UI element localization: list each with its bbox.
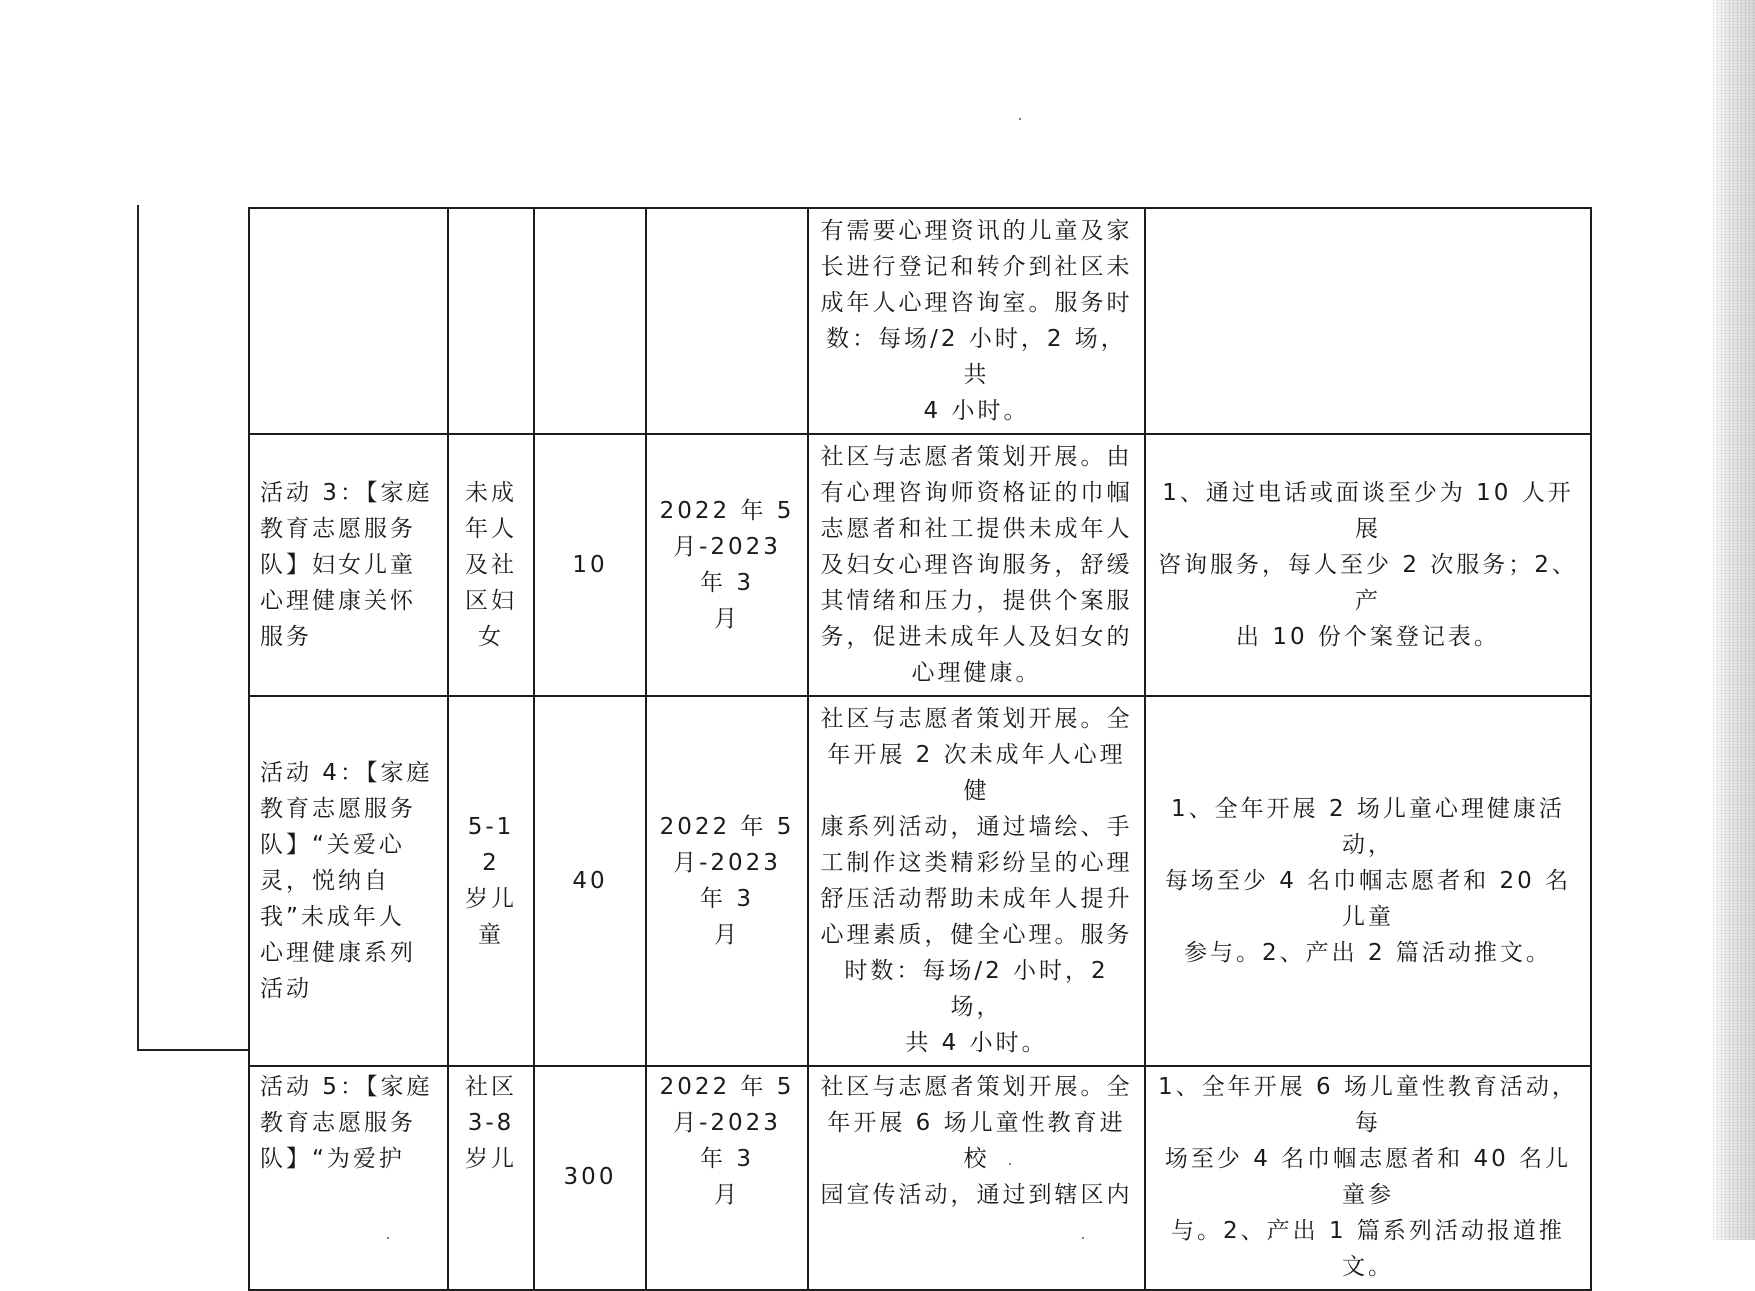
activity-name-cell (249, 208, 448, 434)
content-cell (808, 434, 1145, 696)
text-line: 数：每场/2 小时，2 场，共 (826, 326, 1127, 388)
margin-rule (137, 205, 139, 1050)
text-line: 心理健康系列 (260, 940, 416, 966)
activity-name-cell (249, 696, 448, 1066)
text-line: 未成 (465, 480, 517, 506)
table-row (249, 1066, 1591, 1290)
text-line: 与。2、产出 1 篇系列活动报道推文。 (1171, 1218, 1565, 1280)
text-line: 1、全年开展 2 场儿童心理健康活动， (1171, 796, 1565, 858)
text-line: 出 10 份个案登记表。 (1236, 624, 1500, 650)
text-line: 队】“关爱心 (260, 832, 405, 858)
text-line: 年开展 2 次未成年人心理健 (827, 742, 1126, 804)
text-line: 活动 4：【家庭 (260, 760, 433, 786)
text-line: 女 (478, 624, 504, 650)
target-group-cell (448, 208, 534, 434)
text-line: 每场至少 4 名巾帼志愿者和 20 名儿童 (1164, 868, 1572, 930)
content-cell (808, 1066, 1145, 1290)
text-line: 心理健康关怀 (260, 588, 416, 614)
margin-rule-bottom (137, 1049, 249, 1051)
text-line: 区妇 (465, 588, 517, 614)
text-line: 时数：每场/2 小时，2 场， (844, 958, 1109, 1020)
text-line: 岁儿 (465, 886, 517, 912)
text-line: 月-2023 年 3 (673, 534, 781, 596)
text-line: 参与。2、产出 2 篇活动推文。 (1184, 940, 1552, 966)
text-line: 2022 年 5 (659, 1074, 795, 1100)
text-line: 有需要心理资讯的儿童及家 (820, 218, 1133, 244)
text-line: 1、通过电话或面谈至少为 10 人开展 (1162, 480, 1574, 542)
goal-cell (1145, 696, 1591, 1066)
text-line: 月 (714, 922, 740, 948)
text-line: 及社 (465, 552, 517, 578)
time-cell (646, 696, 808, 1066)
text-line: 成年人心理咨询室。服务时 (820, 290, 1133, 316)
text-line: 务，促进未成年人及妇女的 (820, 624, 1133, 650)
text-line: 社区与志愿者策划开展。全 (820, 706, 1133, 732)
text-line: 活动 5：【家庭 (260, 1074, 433, 1100)
activity-table (248, 207, 1592, 1291)
text-line: 教育志愿服务 (260, 516, 416, 542)
text-line: 社区 (465, 1074, 517, 1100)
text-line: 场至少 4 名巾帼志愿者和 40 名儿童参 (1164, 1146, 1572, 1208)
time-cell (646, 208, 808, 434)
goal-cell (1145, 434, 1591, 696)
participant-count-cell: 10 (534, 434, 646, 696)
time-cell (646, 434, 808, 696)
text-line: 志愿者和社工提供未成年人 (820, 516, 1133, 542)
text-line: 教育志愿服务 (260, 1110, 416, 1136)
text-line: 共 4 小时。 (905, 1030, 1048, 1056)
text-line: 年开展 6 场儿童性教育进校 (827, 1110, 1126, 1172)
text-line: 2022 年 5 (659, 814, 795, 840)
text-line: 童 (478, 922, 504, 948)
text-line: 队】“为爱护 (260, 1146, 405, 1172)
table-row (249, 696, 1591, 1066)
text-line: 3-8 (467, 1110, 515, 1136)
text-line: 社区与志愿者策划开展。全 (820, 1074, 1133, 1100)
text-line: 月 (714, 1182, 740, 1208)
text-line: 我”未成年人 (260, 904, 405, 930)
text-line: 5-12 (467, 814, 515, 876)
text-line: 月-2023 年 3 (673, 1110, 781, 1172)
text-line: 有心理咨询师资格证的巾帼 (820, 480, 1133, 506)
text-line: 年人 (465, 516, 517, 542)
text-line: 工制作这类精彩纷呈的心理 (820, 850, 1133, 876)
target-group-cell (448, 1066, 534, 1290)
text-line: 服务 (260, 624, 312, 650)
text-line: 队】妇女儿童 (260, 552, 416, 578)
text-line: 4 小时。 (923, 398, 1030, 424)
goal-cell (1145, 208, 1591, 434)
text-line: 长进行登记和转介到社区未 (820, 254, 1133, 280)
time-cell (646, 1066, 808, 1290)
text-line: 咨询服务，每人至少 2 次服务；2、产 (1158, 552, 1578, 614)
text-line: 教育志愿服务 (260, 796, 416, 822)
activity-name-cell (249, 434, 448, 696)
text-line: 心理素质，健全心理。服务 (820, 922, 1133, 948)
target-group-cell (448, 434, 534, 696)
text-line: 1、全年开展 6 场儿童性教育活动，每 (1158, 1074, 1578, 1136)
text-line: 康系列活动，通过墙绘、手 (820, 814, 1133, 840)
text-line: 月-2023 年 3 (673, 850, 781, 912)
text-line: 舒压活动帮助未成年人提升 (820, 886, 1133, 912)
scan-speck (1019, 118, 1021, 120)
participant-count-cell: 40 (534, 696, 646, 1066)
text-line: 岁儿 (465, 1146, 517, 1172)
content-cell (808, 696, 1145, 1066)
text-line: 社区与志愿者策划开展。由 (820, 444, 1133, 470)
text-line: 灵，悦纳自 (260, 868, 390, 894)
text-line: 其情绪和压力，提供个案服 (820, 588, 1133, 614)
text-line: 心理健康。 (911, 660, 1042, 686)
text-line: 活动 (260, 976, 312, 1002)
text-line: 2022 年 5 (659, 498, 795, 524)
content-cell (808, 208, 1145, 434)
participant-count-cell: 300 (534, 1066, 646, 1290)
scan-edge (1713, 0, 1755, 1240)
table-row (249, 434, 1591, 696)
table-row (249, 208, 1591, 434)
goal-cell (1145, 1066, 1591, 1290)
text-line: 月 (714, 606, 740, 632)
target-group-cell (448, 696, 534, 1066)
activity-name-cell (249, 1066, 448, 1290)
text-line: 及妇女心理咨询服务，舒缓 (820, 552, 1133, 578)
text-line: 活动 3：【家庭 (260, 480, 433, 506)
participant-count-cell (534, 208, 646, 434)
text-line: 园宣传活动，通过到辖区内 (820, 1182, 1133, 1208)
